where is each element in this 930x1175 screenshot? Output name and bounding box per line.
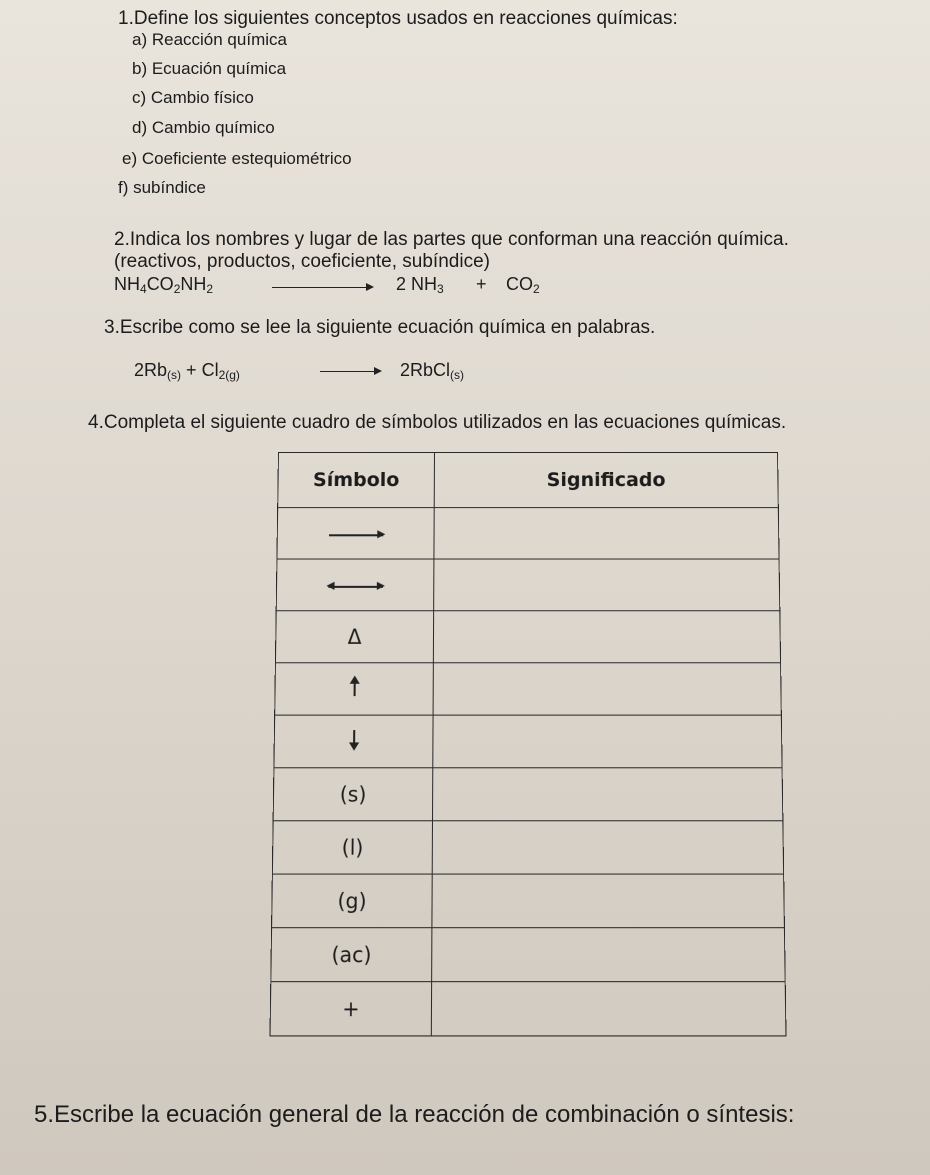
header-meaning: Significado bbox=[434, 452, 778, 507]
table-row bbox=[270, 982, 786, 1036]
symbol-aqueous: (ac) bbox=[271, 928, 432, 982]
symbol-up-arrow bbox=[275, 663, 434, 715]
meaning-cell[interactable] bbox=[431, 982, 786, 1036]
q1-item-e: e) Coeficiente estequiométrico bbox=[122, 149, 352, 168]
q1-item-c: c) Cambio físico bbox=[132, 88, 254, 107]
table-header-row bbox=[278, 452, 779, 507]
table-row bbox=[277, 508, 779, 559]
q1-item-a: a) Reacción química bbox=[132, 30, 287, 49]
table-row bbox=[275, 663, 782, 715]
symbol-down-arrow bbox=[274, 715, 433, 768]
q2-reactant: $NH_4CO_2NH_2$ bbox=[114, 274, 214, 296]
symbol-double-arrow bbox=[276, 559, 434, 611]
q2-title: 2.Indica los nombres y lugar de las partes que conforman una reacción química. bbox=[114, 229, 789, 250]
symbols-table bbox=[269, 452, 786, 1036]
table-row bbox=[273, 768, 783, 821]
header-symbol: Símbolo bbox=[278, 452, 435, 507]
q1-item-f: f) subíndice bbox=[118, 178, 206, 197]
q2-product-1: 2 $NH_3$ bbox=[396, 274, 444, 296]
q4-title: 4.Completa el siguiente cuadro de símbolos utilizados en las ecuaciones químicas. bbox=[88, 412, 787, 433]
q3-reactants: $2Rb_{(s)} + Cl_{2(g)}$ bbox=[134, 360, 240, 382]
q2-plus: + bbox=[476, 274, 487, 294]
meaning-cell[interactable] bbox=[432, 874, 785, 928]
q2-subtitle: (reactivos, productos, coeficiente, subíndice) bbox=[114, 251, 490, 272]
symbol-right-arrow bbox=[277, 508, 434, 559]
right-arrow-icon bbox=[328, 530, 382, 540]
meaning-cell[interactable] bbox=[434, 559, 780, 611]
symbol-plus: + bbox=[270, 982, 432, 1036]
symbol-gas: (g) bbox=[272, 874, 433, 928]
q1-item-d: d) Cambio químico bbox=[132, 118, 275, 137]
meaning-cell[interactable] bbox=[434, 508, 779, 559]
symbol-delta: Δ bbox=[275, 611, 433, 663]
table-row bbox=[271, 928, 785, 982]
double-arrow-icon bbox=[328, 582, 383, 592]
meaning-cell[interactable] bbox=[432, 821, 783, 874]
table-row bbox=[275, 611, 780, 663]
table-row bbox=[274, 715, 782, 768]
q2-reaction-arrow bbox=[272, 287, 372, 288]
q3-title: 3.Escribe como se lee la siguiente ecuación química en palabras. bbox=[104, 317, 656, 338]
q1-title: 1.Define los siguientes conceptos usados en reacciones químicas: bbox=[118, 8, 678, 29]
symbol-liquid: (l) bbox=[272, 821, 432, 874]
meaning-cell[interactable] bbox=[433, 663, 781, 715]
up-arrow-icon bbox=[349, 678, 359, 696]
symbol-solid: (s) bbox=[273, 768, 433, 821]
q1-item-b: b) Ecuación química bbox=[132, 59, 287, 78]
table-row bbox=[272, 874, 785, 928]
q5-title: 5.Escribe la ecuación general de la reacción de combinación o síntesis: bbox=[34, 1101, 795, 1128]
table-row bbox=[272, 821, 783, 874]
q3-product: 2RbCl$_{(s)}$ bbox=[400, 360, 465, 382]
meaning-cell[interactable] bbox=[433, 715, 782, 768]
meaning-cell[interactable] bbox=[432, 928, 786, 982]
meaning-cell[interactable] bbox=[432, 768, 782, 821]
table-row bbox=[276, 559, 780, 611]
q3-reaction-arrow bbox=[320, 371, 380, 372]
down-arrow-icon bbox=[348, 730, 358, 749]
q2-product-2: $CO_2$ bbox=[506, 274, 540, 296]
meaning-cell[interactable] bbox=[433, 611, 780, 663]
